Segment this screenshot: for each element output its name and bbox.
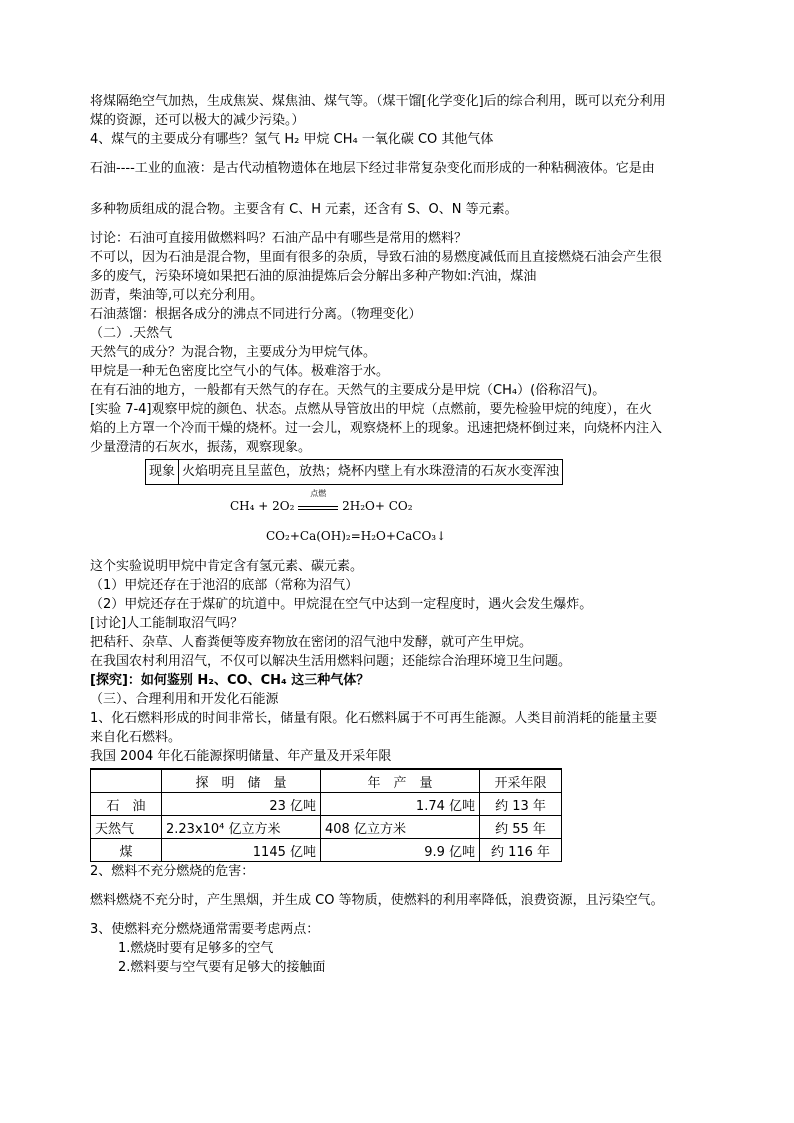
observation-text: 火焰明亮且呈蓝色，放热；烧杯内壁上有水珠澄清的石灰水变浑浊 (179, 460, 563, 485)
paragraph-line: （2）甲烷还存在于煤矿的坑道中。甲烷混在空气中达到一定程度时，遇火会发生爆炸。 (90, 597, 593, 612)
table-caption: 我国 2004 年化石能源探明储量、年产量及开采年限 (90, 749, 392, 764)
paragraph-line: 2、燃料不充分燃烧的危害： (90, 864, 255, 879)
table-row (91, 839, 562, 862)
observation-label: 现象 (146, 460, 179, 485)
paragraph-line: 石油蒸馏：根据各成分的沸点不同进行分离。（物理变化） (90, 307, 422, 322)
list-item: 1.燃烧时要有足够多的空气 (118, 941, 274, 956)
paragraph-line: 燃料燃烧不充分时，产生黑烟，并生成 CO 等物质，使燃料的利用率降低，浪费资源，且污染空气。 (90, 893, 664, 908)
table-cell: 约 55 年 (480, 816, 562, 839)
reaction-arrow (298, 489, 338, 510)
paragraph-line: 煤的资源，还可以极大的减少污染。） (90, 113, 305, 128)
paragraph-line: 将煤隔绝空气加热，生成焦炭、煤焦油、煤气等。（煤干馏[化学变化]后的综合利用，既可以充分利用 (90, 94, 666, 109)
paragraph-line: 这个实验说明甲烷中肯定含有氢元素、碳元素。 (90, 559, 364, 574)
table-cell: 煤 (91, 839, 162, 862)
paragraph-line: 甲烷是一种无色密度比空气小的气体。极难溶于水。 (90, 364, 390, 379)
table-cell: 9.9 亿吨 (321, 839, 480, 862)
equation-1-left: CH₄ + 2O₂ (230, 499, 295, 513)
paragraph-line: 讨论：石油可直接用做燃料吗？石油产品中有哪些是常用的燃料？ (90, 231, 468, 246)
table-cell: 约 116 年 (480, 839, 562, 862)
paragraph-line: （1）甲烷还存在于池沼的底部（常称为沼气） (90, 578, 359, 593)
table-header-cell: 年 产 量 (321, 769, 480, 793)
paragraph-line: 把秸秆、杂草、人畜粪便等废弃物放在密闭的沼气池中发酵，就可产生甲烷。 (90, 635, 533, 650)
table-header-cell: 探 明 储 量 (162, 769, 321, 793)
paragraph-line: 在我国农村利用沼气，不仅可以解决生活用燃料问题；还能综合治理环境卫生问题。 (90, 654, 572, 669)
paragraph-line: 4、煤气的主要成分有哪些？氢气 H₂ 甲烷 CH₄ 一氧化碳 CO 其他气体 (90, 132, 494, 147)
table-row (91, 816, 562, 839)
paragraph-line: 焰的上方罩一个冷而干燥的烧杯。过一会儿，观察烧杯上的现象。迅速把烧杯倒过来，向烧杯内注入 (90, 421, 663, 436)
paragraph-line: 多的废气，污染环境如果把石油的原油提炼后会分解出多种产物如:汽油，煤油 (90, 269, 537, 284)
paragraph-line: 石油----工业的血液：是古代动植物遗体在地层下经过非常复杂变化而形成的一种粘稠液体。它是由 (90, 161, 655, 176)
observation-table (145, 459, 563, 485)
table-header-row (91, 769, 562, 793)
paragraph-line: [讨论]人工能制取沼气吗？ (90, 616, 244, 631)
equation-2: CO₂+Ca(OH)₂=H₂O+CaCO₃↓ (266, 529, 447, 543)
reaction-condition: 点燃 (310, 489, 327, 498)
paragraph-line: 在有石油的地方，一般都有天然气的存在。天然气的主要成分是甲烷（CH₄）(俗称沼气)。 (90, 383, 606, 398)
table-cell: 约 13 年 (480, 793, 562, 816)
paragraph-line: 天然气的成分？为混合物，主要成分为甲烷气体。 (90, 345, 377, 360)
document-page (90, 92, 710, 977)
inquiry-heading: [探究]：如何鉴别 H₂、CO、CH₄ 这三种气体？ (90, 673, 370, 688)
table-row (91, 793, 562, 816)
paragraph-line: 来自化石燃料。 (90, 730, 182, 745)
paragraph-line: [实验 7-4]观察甲烷的颜色、状态。点燃从导管放出的甲烷（点燃前，要先检验甲烷的纯度），在火 (90, 402, 653, 417)
table-cell: 1.74 亿吨 (321, 793, 480, 816)
paragraph-line: 1、化石燃料形成的时间非常长，储量有限。化石燃料属于不可再生能源。人类目前消耗的能量主要 (90, 711, 658, 726)
table-cell: 2.23x10⁴ 亿立方米 (162, 816, 321, 839)
table-cell: 天然气 (91, 816, 162, 839)
table-cell: 408 亿立方米 (321, 816, 480, 839)
list-item: 2.燃料要与空气要有足够大的接触面 (118, 960, 326, 975)
paragraph-line: 少量澄清的石灰水，振荡，观察现象。 (90, 440, 312, 455)
section-heading: （三）、合理利用和开发化石能源 (90, 692, 279, 707)
table-header-cell: 开采年限 (480, 769, 562, 793)
table-header-cell (91, 769, 162, 793)
paragraph-line: 沥青，柴油等,可以充分利用。 (90, 288, 264, 303)
equation-1-right: 2H₂O+ CO₂ (342, 499, 413, 513)
table-cell: 1145 亿吨 (162, 839, 321, 862)
energy-table (90, 768, 562, 862)
equation-1 (230, 489, 710, 529)
paragraph-line: 多种物质组成的混合物。主要含有 C、H 元素，还含有 S、O、N 等元素。 (90, 202, 518, 217)
paragraph-line: 3、使燃料充分燃烧通常需要考虑两点： (90, 922, 320, 937)
table-cell: 石 油 (91, 793, 162, 816)
paragraph-line: 不可以，因为石油是混合物，里面有很多的杂质，导致石油的易燃度减低而且直接燃烧石油会产生很 (90, 250, 663, 265)
table-cell: 23 亿吨 (162, 793, 321, 816)
section-heading: （二）.天然气 (90, 326, 173, 341)
